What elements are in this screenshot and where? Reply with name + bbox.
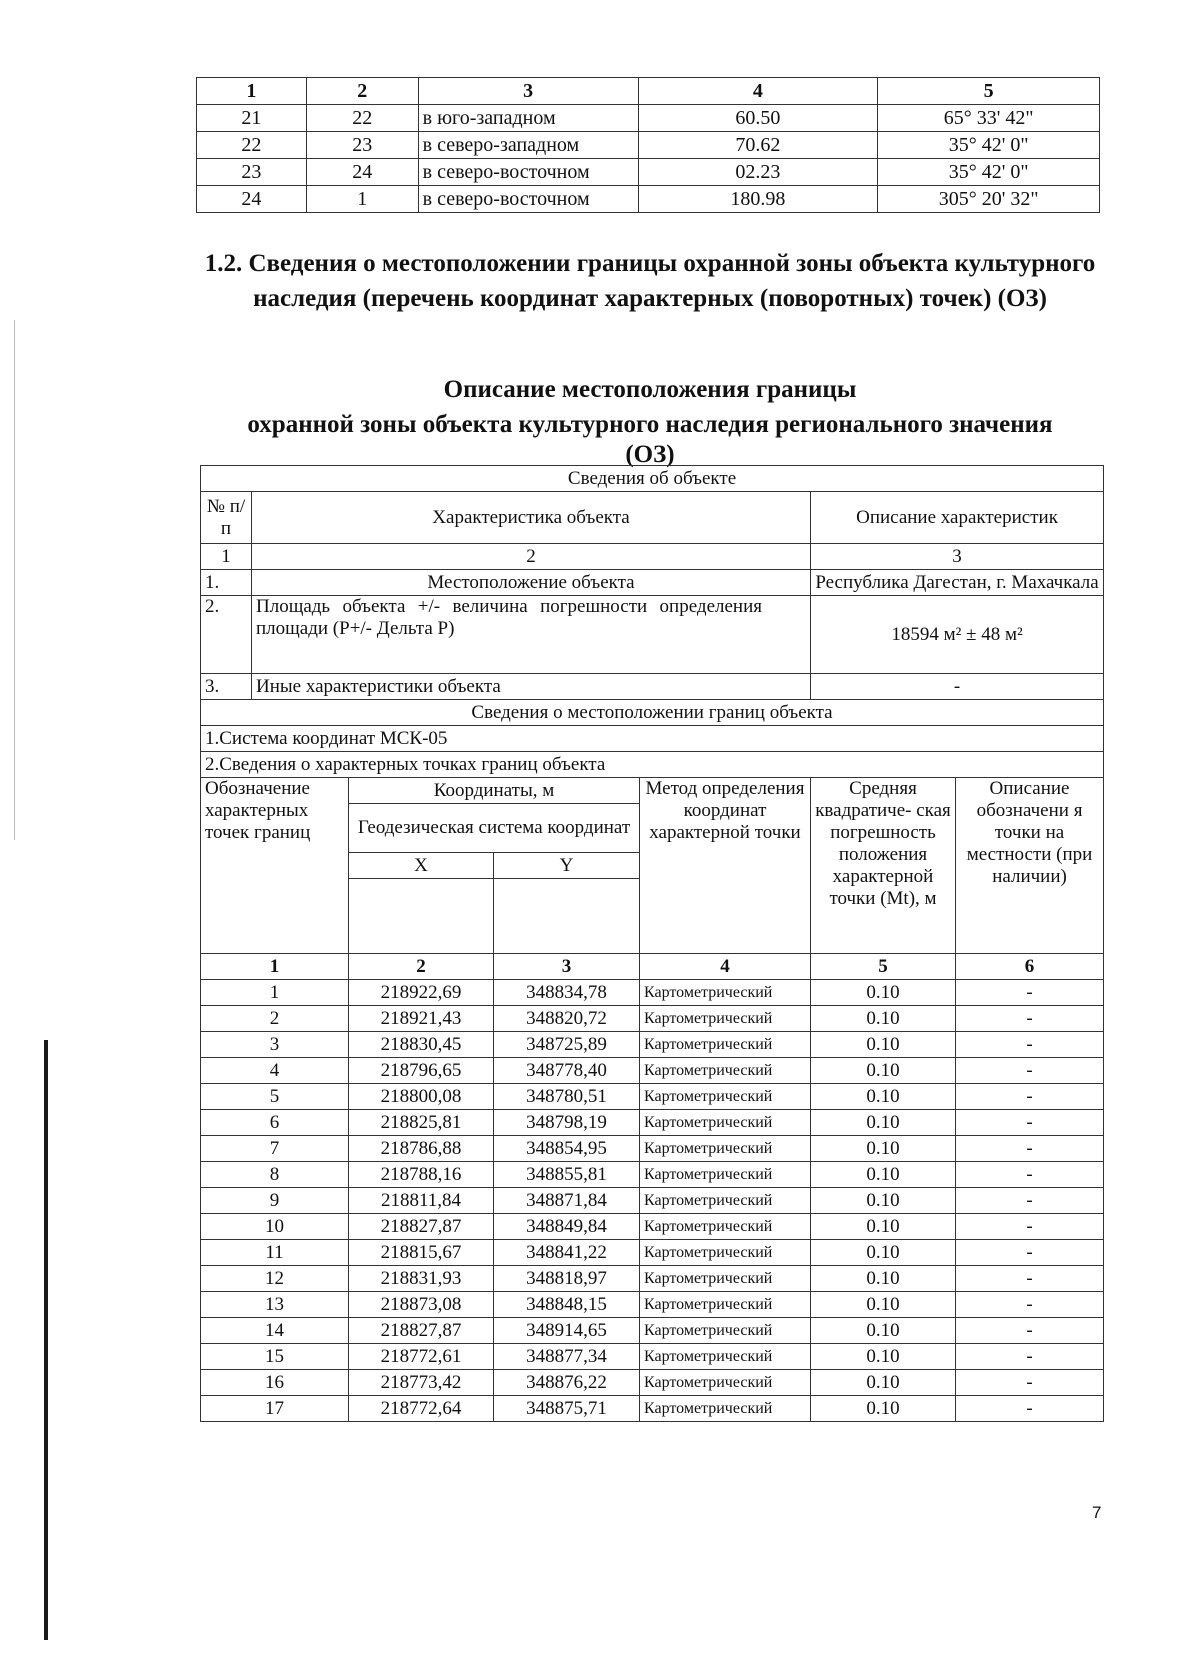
point-n-cell: 9 — [201, 1188, 349, 1214]
table-row — [201, 1318, 1104, 1344]
col-error-header: Средняя квадратиче- ская погрешность положения характерной точки (Mt), м — [811, 778, 956, 954]
page-number: 7 — [1092, 1503, 1102, 1522]
table-cell: 02.23 — [638, 159, 878, 186]
point-y-cell: 348834,78 — [494, 980, 640, 1006]
point-mt-cell: 0.10 — [811, 1318, 956, 1344]
point-method-cell: Картометрический — [640, 1084, 811, 1110]
table-cell: 70.62 — [638, 132, 878, 159]
num-cell: 5 — [811, 954, 956, 980]
point-mt-cell: 0.10 — [811, 1214, 956, 1240]
table-row — [201, 1110, 1104, 1136]
table-cell: 23 — [197, 159, 307, 186]
table-cell: 24 — [306, 159, 418, 186]
point-y-cell: 348848,15 — [494, 1292, 640, 1318]
scan-artifact-faint-line — [14, 320, 15, 840]
point-mt-cell: 0.10 — [811, 1292, 956, 1318]
col-characteristic-header: Характеристика объекта — [252, 492, 811, 544]
point-x-cell: 218773,42 — [349, 1370, 494, 1396]
point-x-cell: 218772,61 — [349, 1344, 494, 1370]
point-mt-cell: 0.10 — [811, 1110, 956, 1136]
point-method-cell: Картометрический — [640, 1110, 811, 1136]
row-number: 2. — [201, 596, 252, 674]
point-x-cell: 218796,65 — [349, 1058, 494, 1084]
table-row — [197, 186, 1100, 213]
location-header: Сведения о местоположении границ объекта — [201, 700, 1104, 726]
point-mt-cell: 0.10 — [811, 1240, 956, 1266]
point-method-cell: Картометрический — [640, 1396, 811, 1422]
point-n-cell: 1 — [201, 980, 349, 1006]
table-row — [201, 980, 1104, 1006]
table-row — [201, 1188, 1104, 1214]
description-title-line1: Описание местоположения границы — [443, 376, 857, 403]
point-n-cell: 17 — [201, 1396, 349, 1422]
point-x-cell: 218772,64 — [349, 1396, 494, 1422]
description-title-line3: (ОЗ) — [625, 441, 675, 468]
header-cell: 1 — [197, 78, 307, 105]
point-mt-cell: 0.10 — [811, 1188, 956, 1214]
location-label: Местоположение объекта — [252, 570, 811, 596]
point-mt-cell: 0.10 — [811, 1370, 956, 1396]
table-row — [201, 1370, 1104, 1396]
table-cell: в юго-западном — [418, 105, 638, 132]
point-x-cell: 218827,87 — [349, 1214, 494, 1240]
previous-bearings-body — [197, 105, 1100, 213]
num-cell: 3 — [494, 954, 640, 980]
point-desc-cell: - — [956, 1370, 1104, 1396]
point-desc-cell: - — [956, 1084, 1104, 1110]
point-n-cell: 11 — [201, 1240, 349, 1266]
point-x-cell: 218827,87 — [349, 1318, 494, 1344]
table-cell: 65° 33' 42" — [878, 105, 1100, 132]
x-header-spacer — [349, 879, 494, 954]
point-desc-cell: - — [956, 1318, 1104, 1344]
point-mt-cell: 0.10 — [811, 1136, 956, 1162]
point-y-cell: 348855,81 — [494, 1162, 640, 1188]
coordinate-system: 1.Система координат МСК-05 — [201, 726, 1104, 752]
point-desc-cell: - — [956, 1396, 1104, 1422]
point-desc-cell: - — [956, 1110, 1104, 1136]
table-row — [201, 1214, 1104, 1240]
point-method-cell: Картометрический — [640, 1006, 811, 1032]
header-cell: 2 — [306, 78, 418, 105]
description-title-line2: охранной зоны объекта культурного наследия регионального значения — [247, 411, 1053, 438]
point-mt-cell: 0.10 — [811, 1084, 956, 1110]
point-n-cell: 10 — [201, 1214, 349, 1240]
point-x-cell: 218831,93 — [349, 1266, 494, 1292]
table-header-row — [197, 78, 1100, 105]
num-cell: 3 — [811, 544, 1104, 570]
point-x-cell: 218788,16 — [349, 1162, 494, 1188]
point-mt-cell: 0.10 — [811, 1344, 956, 1370]
point-y-cell: 348818,97 — [494, 1266, 640, 1292]
point-n-cell: 16 — [201, 1370, 349, 1396]
point-desc-cell: - — [956, 1214, 1104, 1240]
table-row — [201, 1162, 1104, 1188]
point-desc-cell: - — [956, 980, 1104, 1006]
table-cell: 35° 42' 0" — [878, 159, 1100, 186]
table-row — [201, 1032, 1104, 1058]
table-row — [201, 1240, 1104, 1266]
point-desc-cell: - — [956, 1162, 1104, 1188]
header-cell: 5 — [878, 78, 1100, 105]
table-row — [201, 1344, 1104, 1370]
section-title: 1.2. Сведения о местоположении границы охранной зоны объекта культурного наследия (перечень координат характерных (поворотных) точек) (ОЗ) — [204, 250, 1096, 312]
description-title — [150, 372, 1150, 468]
point-y-cell: 348820,72 — [494, 1006, 640, 1032]
scan-artifact-line — [44, 1040, 48, 1640]
point-x-cell: 218811,84 — [349, 1188, 494, 1214]
point-desc-cell: - — [956, 1136, 1104, 1162]
point-x-cell: 218825,81 — [349, 1110, 494, 1136]
y-header-spacer — [494, 879, 640, 954]
table-cell: 1 — [306, 186, 418, 213]
point-x-cell: 218800,08 — [349, 1084, 494, 1110]
table-cell: 180.98 — [638, 186, 878, 213]
point-y-cell: 348849,84 — [494, 1214, 640, 1240]
point-mt-cell: 0.10 — [811, 1032, 956, 1058]
point-y-cell: 348871,84 — [494, 1188, 640, 1214]
point-desc-cell: - — [956, 1032, 1104, 1058]
point-x-cell: 218873,08 — [349, 1292, 494, 1318]
object-info-header: Сведения об объекте — [201, 466, 1104, 492]
point-method-cell: Картометрический — [640, 1188, 811, 1214]
table-cell: в северо-восточном — [418, 159, 638, 186]
point-method-cell: Картометрический — [640, 1136, 811, 1162]
col-description-header: Описание характеристик — [811, 492, 1104, 544]
point-method-cell: Картометрический — [640, 1058, 811, 1084]
point-mt-cell: 0.10 — [811, 1058, 956, 1084]
point-desc-cell: - — [956, 1240, 1104, 1266]
header-cell: 3 — [418, 78, 638, 105]
point-y-cell: 348854,95 — [494, 1136, 640, 1162]
table-cell: 60.50 — [638, 105, 878, 132]
point-n-cell: 13 — [201, 1292, 349, 1318]
point-n-cell: 15 — [201, 1344, 349, 1370]
point-mt-cell: 0.10 — [811, 980, 956, 1006]
col-geo-header: Геодезическая система координат — [349, 804, 640, 853]
other-value: - — [811, 674, 1104, 700]
point-n-cell: 5 — [201, 1084, 349, 1110]
point-x-cell: 218786,88 — [349, 1136, 494, 1162]
point-method-cell: Картометрический — [640, 1292, 811, 1318]
point-method-cell: Картометрический — [640, 1344, 811, 1370]
point-method-cell: Картометрический — [640, 1318, 811, 1344]
point-n-cell: 14 — [201, 1318, 349, 1344]
point-y-cell: 348914,65 — [494, 1318, 640, 1344]
table-row — [197, 159, 1100, 186]
table-cell: в северо-западном — [418, 132, 638, 159]
table-row — [197, 105, 1100, 132]
table-cell: 35° 42' 0" — [878, 132, 1100, 159]
point-y-cell: 348778,40 — [494, 1058, 640, 1084]
table-row — [197, 132, 1100, 159]
point-y-cell: 348875,71 — [494, 1396, 640, 1422]
point-x-cell: 218830,45 — [349, 1032, 494, 1058]
point-method-cell: Картометрический — [640, 1266, 811, 1292]
num-cell: 2 — [252, 544, 811, 570]
header-cell: 4 — [638, 78, 878, 105]
point-y-cell: 348876,22 — [494, 1370, 640, 1396]
table-row — [201, 1084, 1104, 1110]
table-row — [201, 1136, 1104, 1162]
num-cell: 4 — [640, 954, 811, 980]
col-x-header: X — [349, 853, 494, 879]
area-label: Площадь объекта +/- величина погрешности определения площади (Р+/- Дельта Р) — [252, 596, 811, 674]
point-desc-cell: - — [956, 1266, 1104, 1292]
table-cell: 22 — [197, 132, 307, 159]
point-n-cell: 7 — [201, 1136, 349, 1162]
col-point-header: Обозначение характерных точек границ — [201, 778, 349, 954]
table-row — [201, 1058, 1104, 1084]
point-x-cell: 218815,67 — [349, 1240, 494, 1266]
point-x-cell: 218922,69 — [349, 980, 494, 1006]
row-number: 1. — [201, 570, 252, 596]
col-y-header: Y — [494, 853, 640, 879]
point-desc-cell: - — [956, 1188, 1104, 1214]
num-cell: 6 — [956, 954, 1104, 980]
location-value: Республика Дагестан, г. Махачкала — [811, 570, 1104, 596]
row-number: 3. — [201, 674, 252, 700]
table-row — [201, 1292, 1104, 1318]
point-x-cell: 218921,43 — [349, 1006, 494, 1032]
point-desc-cell: - — [956, 1006, 1104, 1032]
point-y-cell: 348841,22 — [494, 1240, 640, 1266]
point-mt-cell: 0.10 — [811, 1006, 956, 1032]
point-n-cell: 4 — [201, 1058, 349, 1084]
num-cell: 1 — [201, 544, 252, 570]
num-cell: 1 — [201, 954, 349, 980]
point-mt-cell: 0.10 — [811, 1266, 956, 1292]
table-cell: 24 — [197, 186, 307, 213]
point-desc-cell: - — [956, 1292, 1104, 1318]
table-cell: 22 — [306, 105, 418, 132]
point-y-cell: 348780,51 — [494, 1084, 640, 1110]
table-cell: в северо-восточном — [418, 186, 638, 213]
table-cell: 23 — [306, 132, 418, 159]
table-row — [201, 1396, 1104, 1422]
point-method-cell: Картометрический — [640, 1214, 811, 1240]
point-desc-cell: - — [956, 1344, 1104, 1370]
point-mt-cell: 0.10 — [811, 1162, 956, 1188]
point-method-cell: Картометрический — [640, 1032, 811, 1058]
col-desc-header: Описание обозначени я точки на местности (при наличии) — [956, 778, 1104, 954]
point-desc-cell: - — [956, 1058, 1104, 1084]
points-header: 2.Сведения о характерных точках границ объекта — [201, 752, 1104, 778]
other-label: Иные характеристики объекта — [252, 674, 811, 700]
point-mt-cell: 0.10 — [811, 1396, 956, 1422]
point-n-cell: 2 — [201, 1006, 349, 1032]
table-cell: 305° 20' 32" — [878, 186, 1100, 213]
point-y-cell: 348877,34 — [494, 1344, 640, 1370]
col-num-header: № п/п — [201, 492, 252, 544]
point-y-cell: 348798,19 — [494, 1110, 640, 1136]
point-n-cell: 8 — [201, 1162, 349, 1188]
points-body — [201, 980, 1104, 1422]
point-y-cell: 348725,89 — [494, 1032, 640, 1058]
table-row — [201, 1006, 1104, 1032]
previous-bearings-table — [196, 77, 1100, 213]
point-method-cell: Картометрический — [640, 980, 811, 1006]
point-method-cell: Картометрический — [640, 1240, 811, 1266]
num-cell: 2 — [349, 954, 494, 980]
point-n-cell: 6 — [201, 1110, 349, 1136]
point-n-cell: 3 — [201, 1032, 349, 1058]
point-method-cell: Картометрический — [640, 1370, 811, 1396]
col-coords-header: Координаты, м — [349, 778, 640, 804]
point-method-cell: Картометрический — [640, 1162, 811, 1188]
point-n-cell: 12 — [201, 1266, 349, 1292]
table-row — [201, 1266, 1104, 1292]
object-info-table — [200, 465, 1104, 1422]
table-cell: 21 — [197, 105, 307, 132]
col-method-header: Метод определения координат характерной точки — [640, 778, 811, 954]
area-value: 18594 м² ± 48 м² — [811, 596, 1104, 674]
